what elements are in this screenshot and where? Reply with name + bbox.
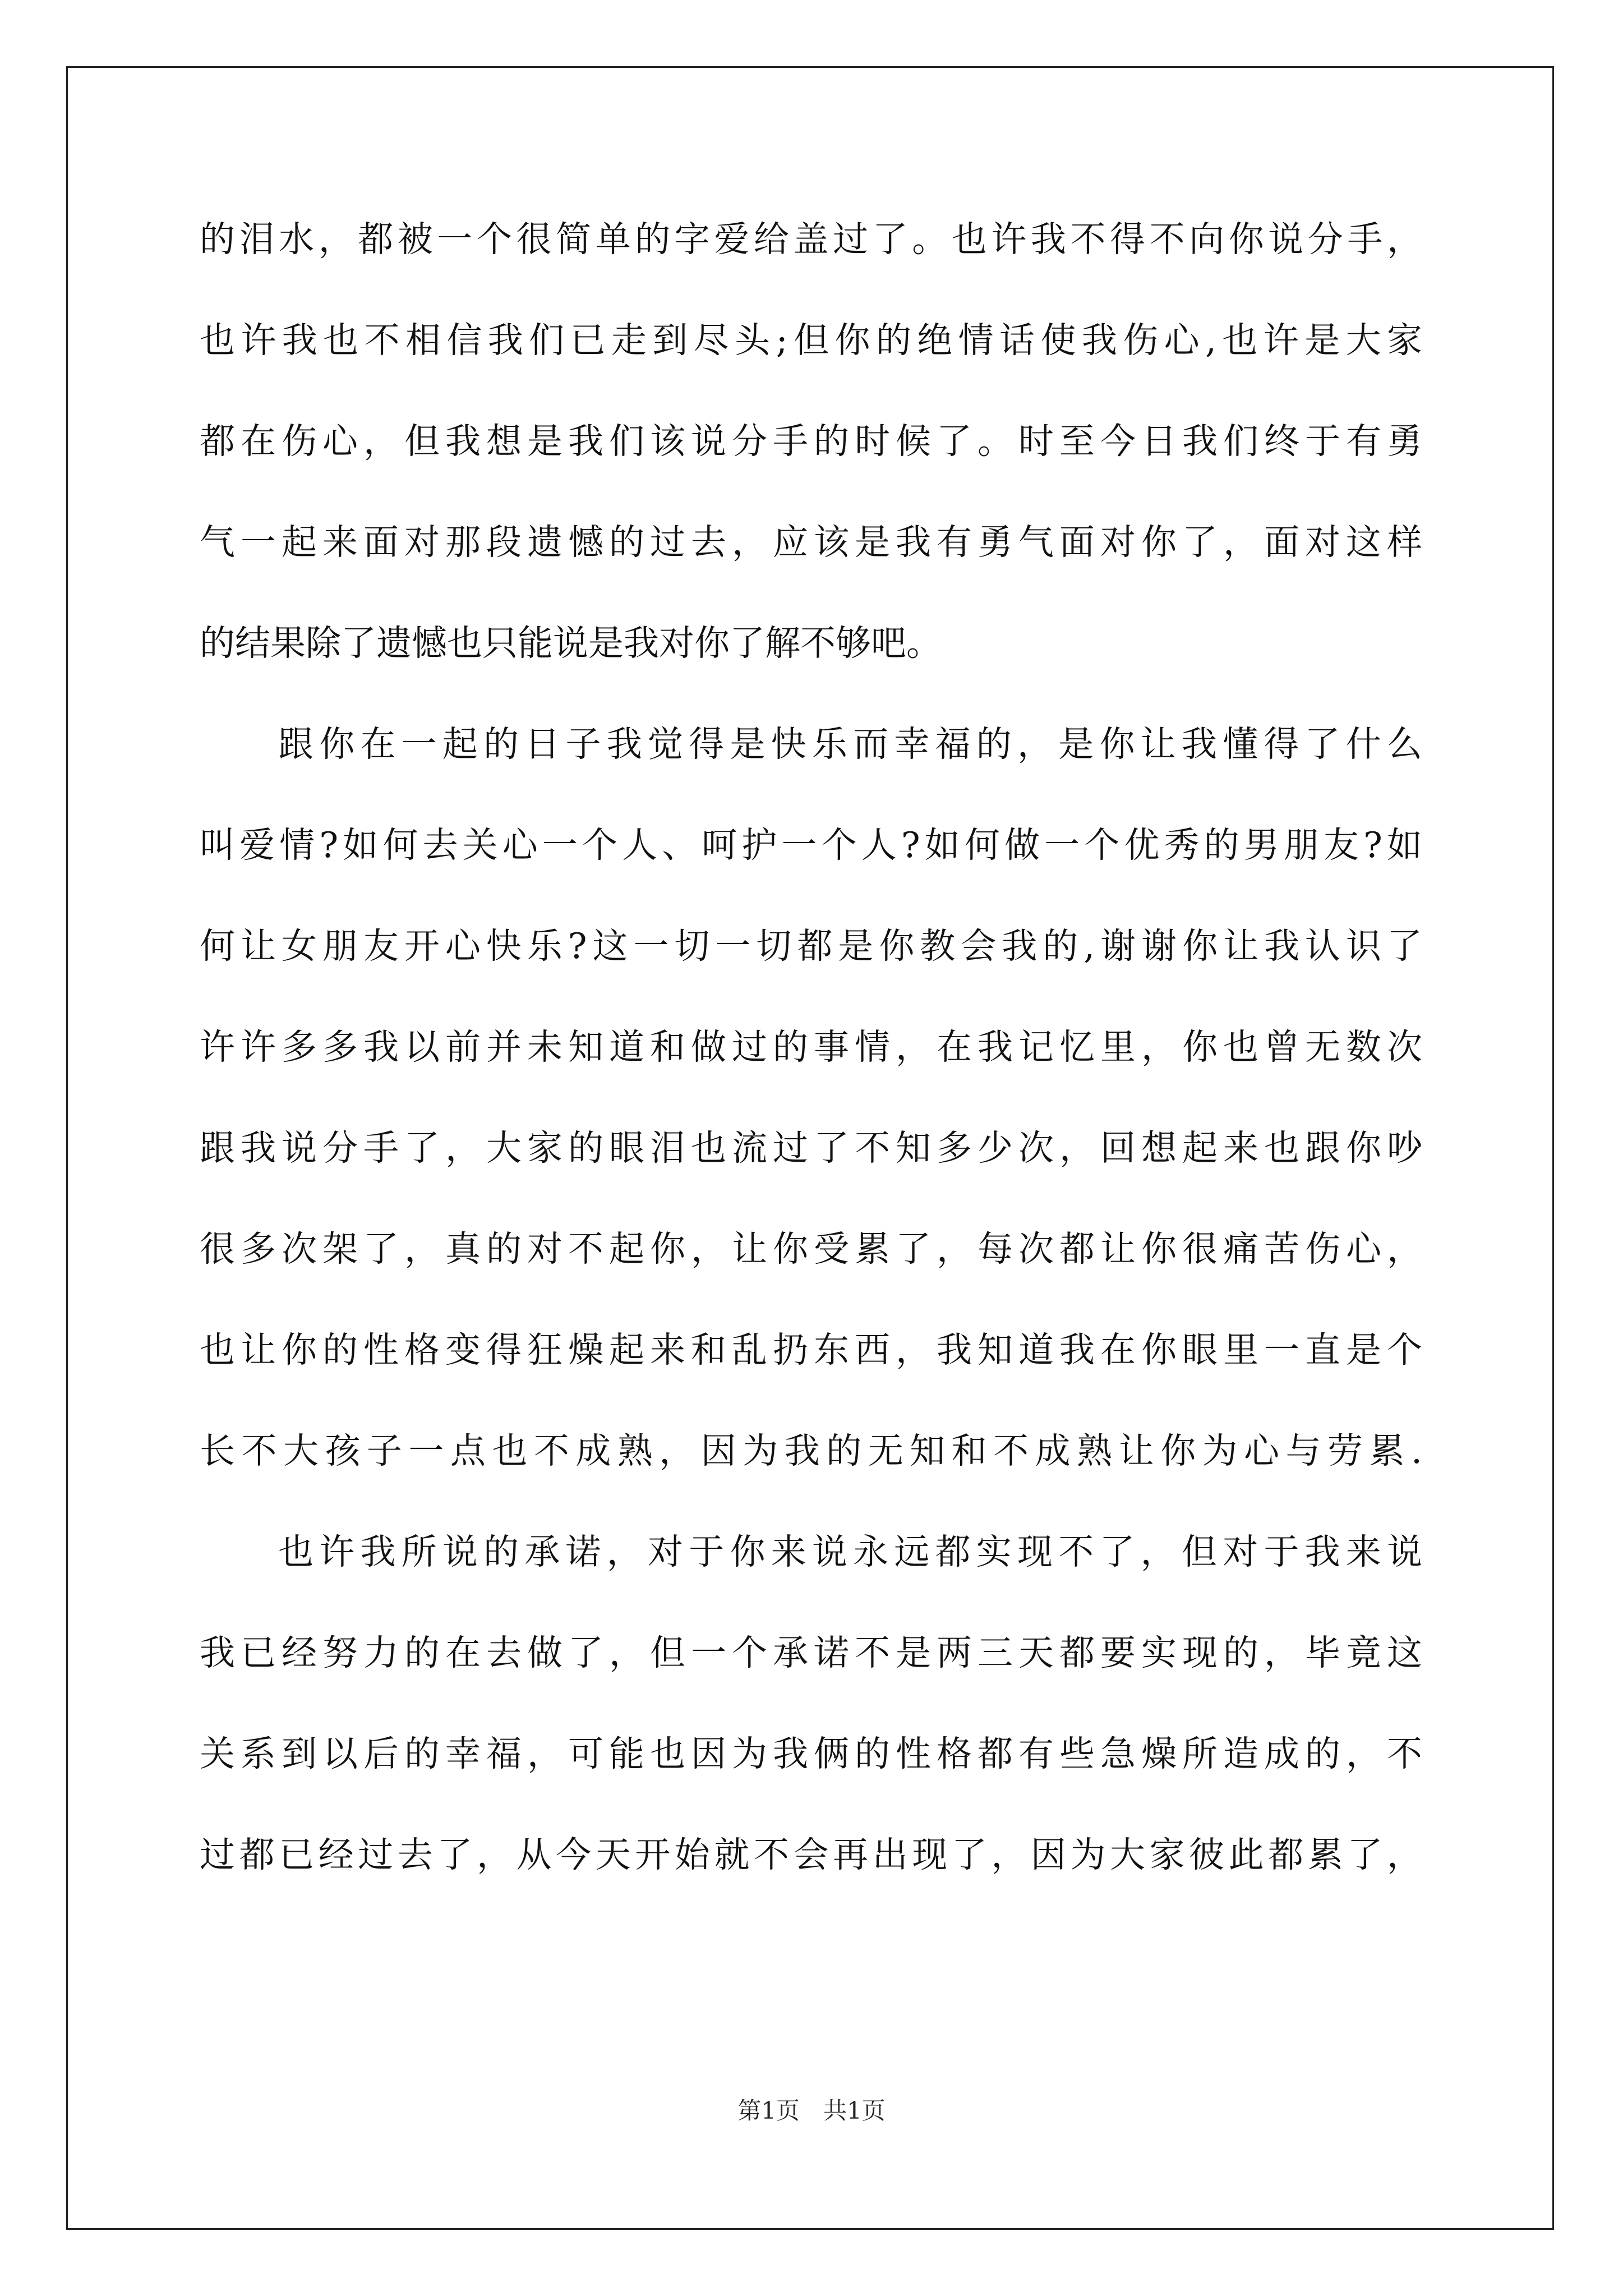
text-line-12: 也让你的性格变得狂燥起来和乱扔东西，我知道我在你眼里一直是个 [200,1329,1422,1370]
text-line-6: 跟你在一起的日子我觉得是快乐而幸福的，是你让我懂得了什么 [278,724,1422,765]
text-line-17: 过都已经过去了，从今天开始就不会再出现了，因为大家彼此都累了， [200,1834,1422,1875]
text-line-3: 都在伤心，但我想是我们该说分手的时候了。时至今日我们终于有勇 [200,421,1422,462]
text-line-7: 叫爱情?如何去关心一个人、呵护一个人?如何做一个优秀的男朋友?如 [200,825,1422,866]
text-line-9: 许许多多我以前并未知道和做过的事情，在我记忆里，你也曾无数次 [200,1027,1422,1068]
text-line-11: 很多次架了，真的对不起你，让你受累了，每次都让你很痛苦伤心， [200,1228,1422,1269]
text-line-1: 的泪水，都被一个很简单的字爱给盖过了。也许我不得不向你说分手， [200,219,1422,260]
text-line-16: 关系到以后的幸福，可能也因为我俩的性格都有些急燥所造成的，不 [200,1733,1422,1774]
text-line-10: 跟我说分手了，大家的眼泪也流过了不知多少次，回想起来也跟你吵 [200,1128,1422,1168]
text-line-15: 我已经努力的在去做了，但一个承诺不是两三天都要实现的，毕竟这 [200,1632,1422,1673]
text-line-4: 气一起来面对那段遗憾的过去，应该是我有勇气面对你了，面对这样 [200,522,1422,563]
page-footer: 第1页 共1页 [737,2097,886,2124]
text-line-5: 的结果除了遗憾也只能说是我对你了解不够吧。 [200,623,942,664]
text-line-13: 长不大孩子一点也不成熟，因为我的无知和不成熟让你为心与劳累. [200,1430,1422,1471]
text-line-8: 何让女朋友开心快乐?这一切一切都是你教会我的,谢谢你让我认识了 [200,926,1422,967]
text-line-14: 也许我所说的承诺，对于你来说永远都实现不了，但对于我来说 [278,1531,1422,1572]
text-line-2: 也许我也不相信我们已走到尽头;但你的绝情话使我伤心,也许是大家 [200,320,1422,361]
